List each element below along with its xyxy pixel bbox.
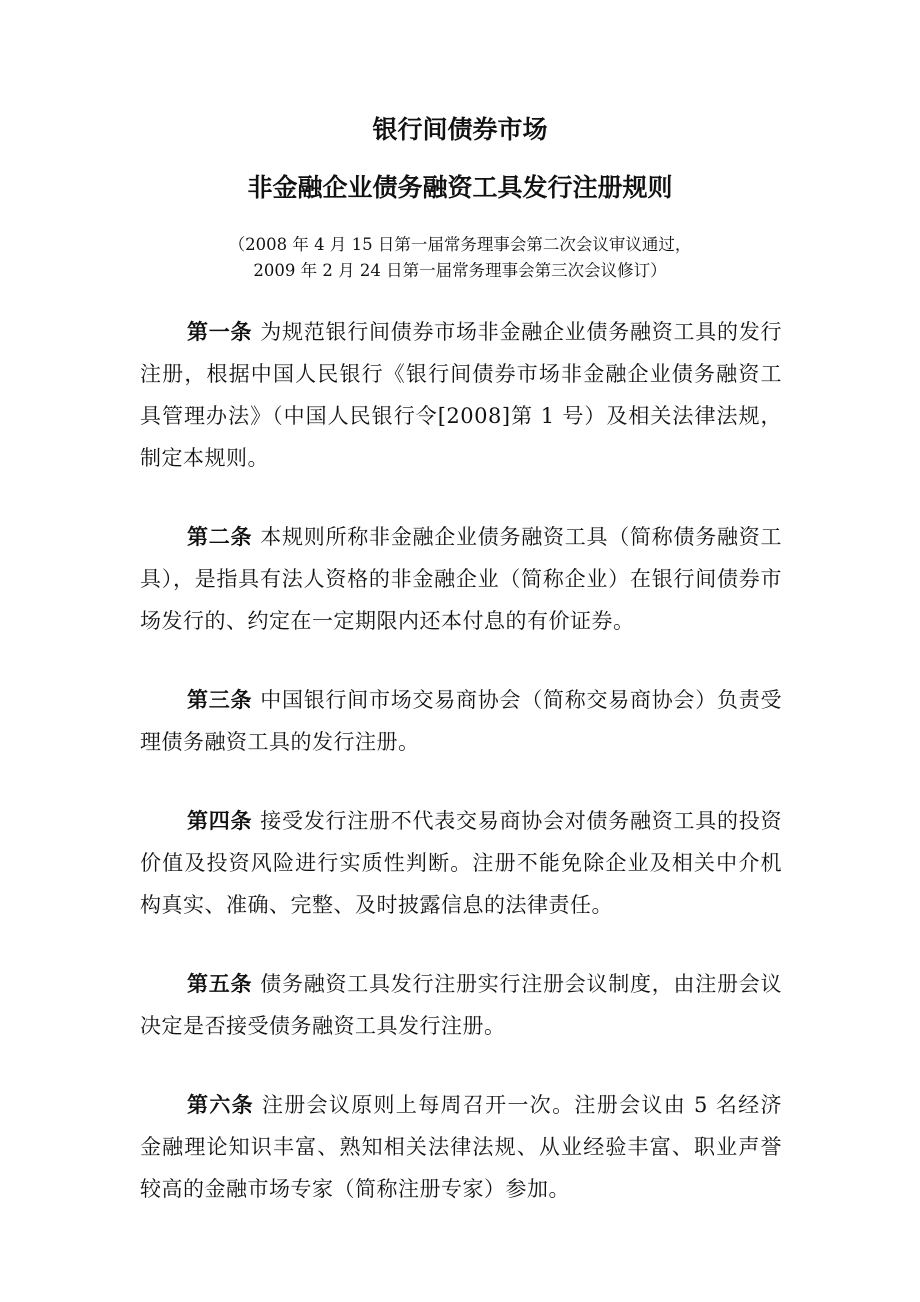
article-4 xyxy=(140,800,782,926)
article-label: 第六条 xyxy=(187,1093,254,1117)
revision-note xyxy=(0,232,920,284)
article-label: 第五条 xyxy=(187,972,253,996)
article-6 xyxy=(140,1084,782,1210)
articles-body xyxy=(140,311,782,1247)
article-text: 接受发行注册不代表交易商协会对债务融资工具的投资价值及投资风险进行实质性判断。注册不能免除企业及相关中介机构真实、准确、完整、及时披露信息的法律责任。 xyxy=(140,809,782,917)
article-label: 第二条 xyxy=(187,525,253,549)
article-text: 中国银行间市场交易商协会（简称交易商协会）负责受理债务融资工具的发行注册。 xyxy=(140,688,782,754)
article-5 xyxy=(140,963,782,1047)
article-3 xyxy=(140,679,782,763)
article-text: 注册会议原则上每周召开一次。注册会议由 5 名经济金融理论知识丰富、熟知相关法律法规、从业经验丰富、职业声誉较高的金融市场专家（简称注册专家）参加。 xyxy=(140,1093,783,1201)
document-title-line1: 银行间债券市场 xyxy=(372,115,548,144)
article-1 xyxy=(140,311,782,479)
article-label: 第三条 xyxy=(187,688,253,712)
article-text: 本规则所称非金融企业债务融资工具（简称债务融资工具），是指具有法人资格的非金融企业（简称企业）在银行间债券市场发行的、约定在一定期限内还本付息的有价证券。 xyxy=(140,525,782,633)
revision-note-line1: （2008 年 4 月 15 日第一届常务理事会第二次会议审议通过， xyxy=(228,235,692,254)
document-title-line2: 非金融企业债务融资工具发行注册规则 xyxy=(247,173,673,202)
article-label: 第一条 xyxy=(187,320,253,344)
article-text: 为规范银行间债券市场非金融企业债务融资工具的发行注册，根据中国人民银行《银行间债券市场非金融企业债务融资工具管理办法》（中国人民银行令[2008]第 1 号）及相关法律法规，制定本规则。 xyxy=(140,320,782,470)
article-2 xyxy=(140,516,782,642)
revision-note-line2: 2009 年 2 月 24 日第一届常务理事会第三次会议修订） xyxy=(253,261,667,280)
article-text: 债务融资工具发行注册实行注册会议制度，由注册会议决定是否接受债务融资工具发行注册。 xyxy=(140,972,782,1038)
article-label: 第四条 xyxy=(187,809,253,833)
